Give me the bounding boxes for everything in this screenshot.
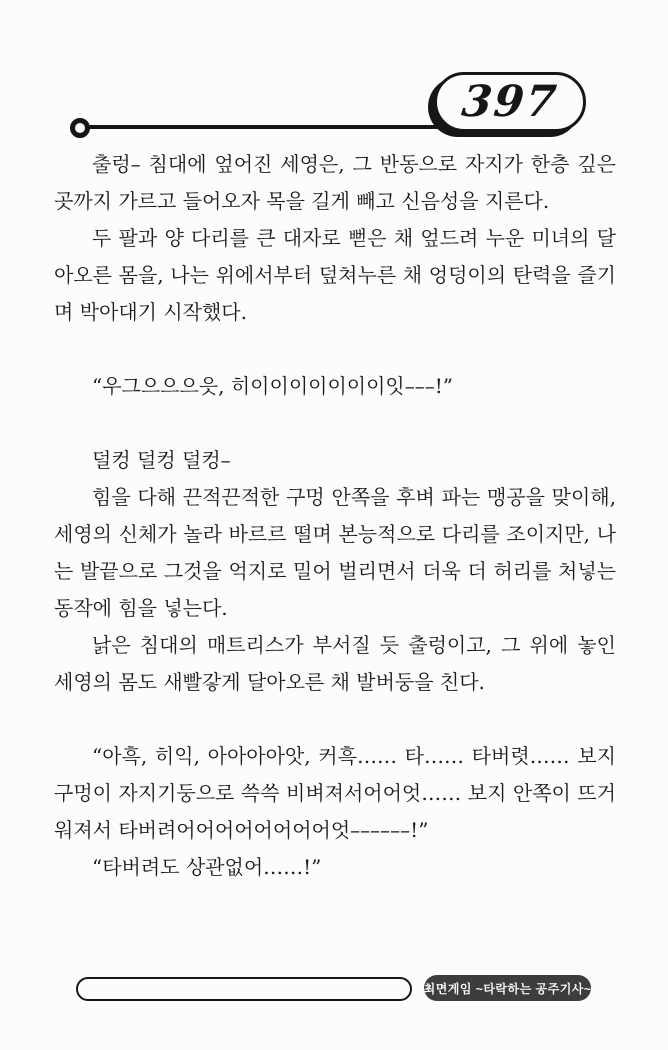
- paragraph-narration-2: 두 팔과 양 다리를 큰 대자로 뻗은 채 엎드려 누운 미녀의 달아오른 몸을, 나는 위에서부터 덮쳐누른 채 엉덩이의 탄력을 즐기며 박아대기 시작했다.: [54, 226, 616, 324]
- paragraph-dialogue-2: “아흑, 히익, 아아아아앗, 커흑…… 타…… 타버렷…… 보지구멍이 자지기둥으로 쓱쓱 비벼져서어어엇…… 보지 안쪽이 뜨거워져서 타버려어어어어어어어어엇––––––!”: [54, 744, 616, 842]
- page-number: 397: [459, 76, 561, 127]
- header-rule-line: [86, 125, 440, 129]
- body-text: [54, 146, 616, 886]
- footer-series-title: 최면게임 ~타락하는 공주기사~: [423, 981, 592, 996]
- paragraph-narration-4: 낡은 침대의 매트리스가 부서질 듯 출렁이고, 그 위에 놓인 세영의 몸도 새빨갛게 달아오른 채 발버둥을 친다.: [54, 633, 616, 694]
- footer-series-badge: [424, 975, 591, 1001]
- paragraph-dialogue-3: “타버려도 상관없어……!”: [92, 855, 322, 879]
- paragraph-sfx: 덜컹 덜컹 덜컹–: [92, 448, 231, 472]
- footer-decoration-bar: [76, 977, 412, 1001]
- paragraph-dialogue-1: “우그으으으읏, 히이이이이이이이잇–––!”: [92, 374, 454, 398]
- paragraph-narration-3: 힘을 다해 끈적끈적한 구멍 안쪽을 후벼 파는 맹공을 맞이해, 세영의 신체가 놀라 바르르 떨며 본능적으로 다리를 조이지만, 나는 발끝으로 그것을 억지로 밀어 벌리면서 더욱 더 허리를 처넣는 동작에 힘을 넣는다.: [54, 485, 616, 620]
- paragraph-narration-1: 출렁– 침대에 엎어진 세영은, 그 반동으로 자지가 한층 깊은 곳까지 가르고 들어오자 목을 길게 빼고 신음성을 지른다.: [54, 152, 616, 213]
- page-number-badge: [434, 72, 586, 132]
